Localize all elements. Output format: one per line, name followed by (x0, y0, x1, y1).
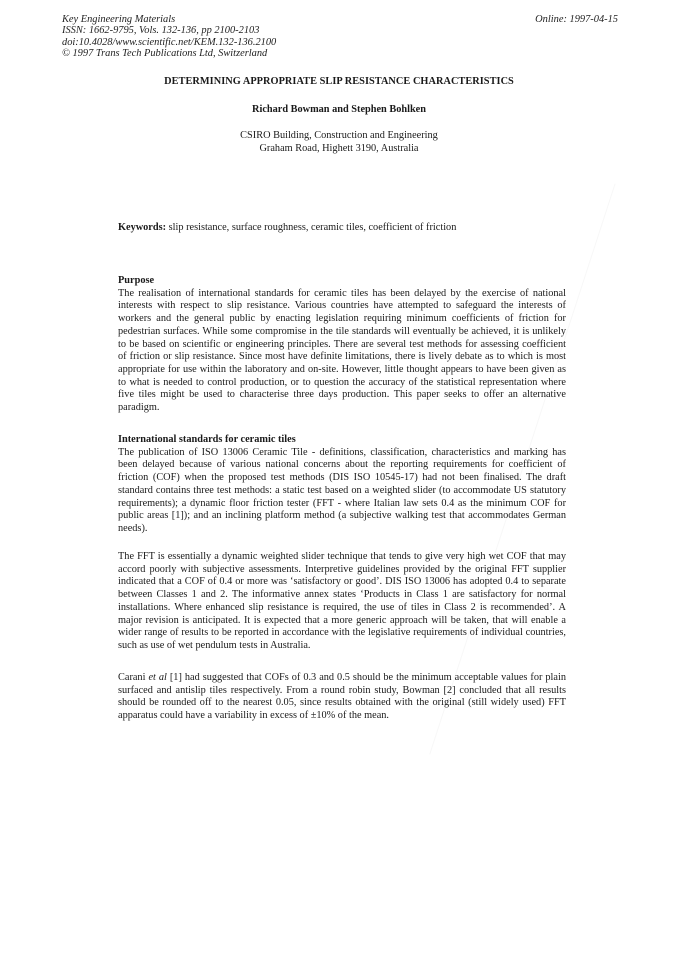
paragraph-carani (118, 672, 566, 723)
paragraph-fft: The FFT is essentially a dynamic weighted slider technique that tends to give very high wet COF that may accord poorly with subjective assessments. Interpretive guidelines provided by the original FFT supplier indicated that a COF of 0.4 or more was ‘satisfactory or good’. DIS ISO 13006 has adopted 0.4 to separate between Classes 1 and 2. The informative annex states ‘Products in Class 1 are satisfactory for normal installations. Where enhanced slip resistance is required, the use of tiles in Class 2 is recommended’. A major revision is anticipated. It is expected that a more generic approach will be taken, that will enable a wider range of results to be reported in accordance with the legislative requirements of individual countries, such as use of wet pendulum tests in Australia. (118, 551, 566, 651)
paper-title: DETERMINING APPROPRIATE SLIP RESISTANCE CHARACTERISTICS (164, 76, 514, 87)
section-carani (118, 672, 566, 723)
section-heading-international: International standards for ceramic tiles (118, 434, 296, 445)
section-purpose (118, 275, 566, 415)
carani-etal: et al (148, 672, 167, 683)
section-fft (118, 551, 566, 653)
section-international-standards (118, 434, 566, 536)
keywords-text: slip resistance, surface roughness, ceramic tiles, coefficient of friction (166, 222, 457, 233)
paper-authors: Richard Bowman and Stephen Bohlken (252, 104, 426, 115)
journal-header (62, 14, 618, 60)
journal-issn: ISSN: 1662-9795, Vols. 132-136, pp 2100-2103 (62, 25, 260, 37)
section-heading-purpose: Purpose (118, 275, 155, 286)
affiliation-line-2: Graham Road, Highett 3190, Australia (259, 143, 419, 155)
paragraph-international: The publication of ISO 13006 Ceramic Tile - definitions, classification, characteristics and marking has been delayed because of various national concerns about the reporting requirements for coefficient of friction (COF) when the proposed test methods (DIS ISO 10545-17) had not been finalised. The draft standard contains three test methods: a static test based on a weighted slider (to accommodate US statutory requirements); a dynamic floor friction tester (FFT - where Italian law sets 0.4 as the minimum COF for public areas [1]); and an inclining platform method (a subjective walking test that accommodates German needs). (118, 446, 566, 534)
paragraph-purpose: The realisation of international standards for ceramic tiles has been delayed by the exercise of national interests with respect to slip resistance. Various countries have attempted to safeguard the interests of workers and the general public by enacting legislation requiring minimum coefficients of friction for pedestrian surfaces. While some compromise in the tile standards will eventually be achieved, it is unlikely to be based on scientific or engineering principles. There are several test methods for assessing coefficient of friction or slip resistance. Since most have definite limitations, there is lively debate as to which is most appropriate for use within the laboratory and on-site. However, little thought appears to have been given as to what is needed to control production, or to question the accuracy of the statistical representation where five tiles might be used to characterise three days production. This paper seeks to offer an alternative paradigm. (118, 287, 566, 414)
carani-text: [1] had suggested that COFs of 0.3 and 0.5 should be the minimum acceptable values for plain surfaced and antislip tiles respectively. From a round robin study, Bowman [2] concluded that all results should be rounded off to the nearest 0.05, since results obtained with the original (still widely used) FFT apparatus could have a variability in excess of ±10% of the mean. (118, 672, 566, 722)
affiliation-line-1: CSIRO Building, Construction and Engineering (240, 130, 438, 141)
journal-doi[interactable]: doi:10.4028/www.scientific.net/KEM.132-136.2100 (62, 36, 277, 48)
author-affiliation (0, 129, 678, 155)
journal-copyright: © 1997 Trans Tech Publications Ltd, Switzerland (62, 48, 268, 60)
keywords (118, 222, 566, 233)
carani-lead: Carani (118, 672, 149, 683)
keywords-label: Keywords: (118, 222, 167, 233)
online-date: Online: 1997-04-15 (535, 14, 618, 25)
journal-name: Key Engineering Materials (62, 14, 176, 25)
